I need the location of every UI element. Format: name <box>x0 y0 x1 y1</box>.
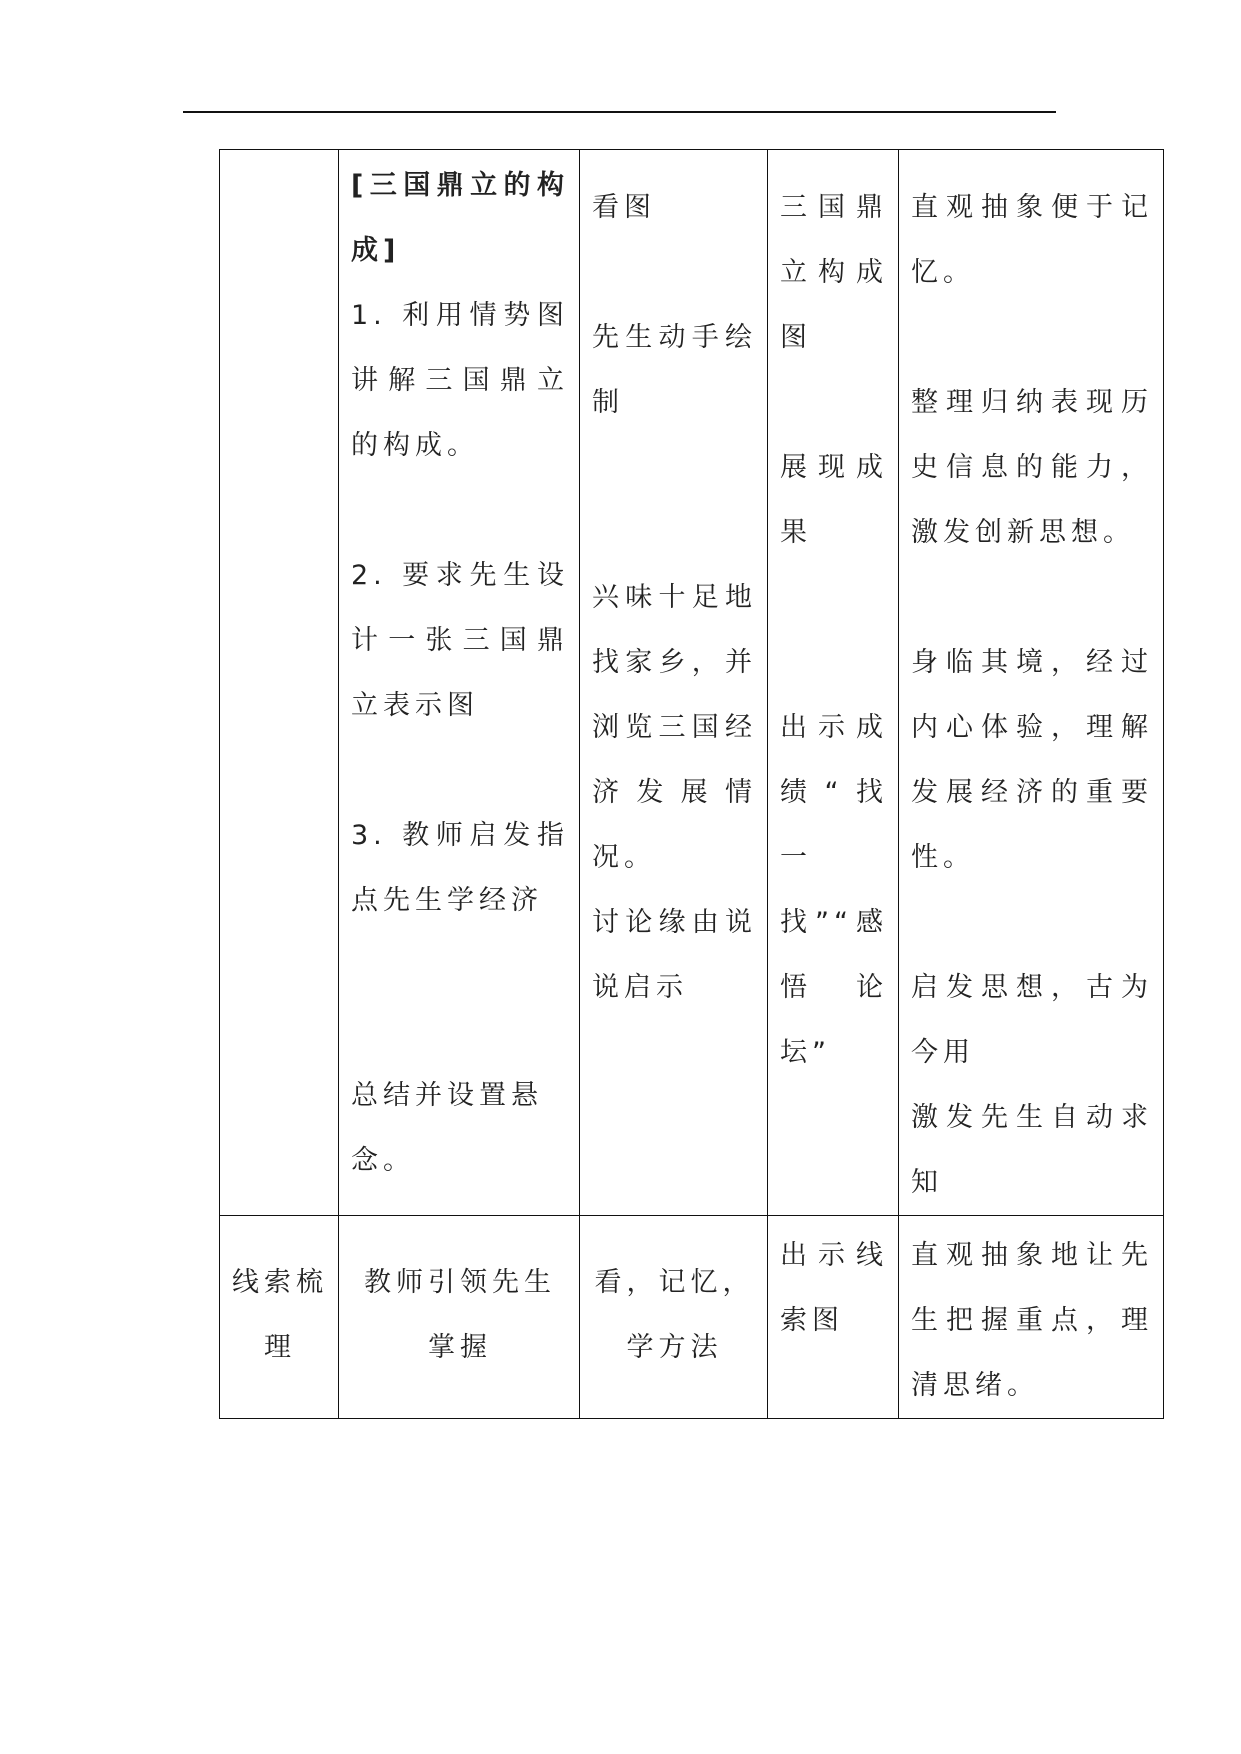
student-activity-text: 兴味十足地找家乡，并浏览三国经济发展情况。 <box>592 582 757 873</box>
stage-cell: 线索梳理 <box>220 1216 339 1419</box>
design-intent-text: 整理归纳表现历史信息的能力，激发创新思想。 <box>911 387 1153 548</box>
design-intent-text: 激发先生自动求知 <box>911 1102 1153 1198</box>
activity-item: 1. 利用情势图讲解三国鼎立的构成。 <box>351 300 569 461</box>
media-text: 展现成果 <box>780 452 888 548</box>
student-activity-text: 先生动手绘制 <box>592 322 757 418</box>
table-row <box>220 1216 1164 1419</box>
student-activity-text: 看图 <box>592 192 656 223</box>
media-text: 出示成绩“找一找”“感悟论坛” <box>780 712 888 1068</box>
lesson-plan-table <box>219 149 1164 1419</box>
table-row <box>220 150 1164 1216</box>
media-cell <box>768 150 899 1216</box>
summary-text: 总结并设置悬念。 <box>351 1080 543 1176</box>
stage-cell <box>220 150 339 1216</box>
media-cell: 出示线索图 <box>768 1216 899 1419</box>
student-activity-text: 讨论缘由说说启示 <box>592 907 757 1003</box>
activity-item: 2. 要求先生设计一张三国鼎立表示图 <box>351 560 569 721</box>
teacher-activity-cell <box>339 150 580 1216</box>
teacher-activity-cell: 教师引领先生掌握 <box>339 1216 580 1419</box>
design-intent-text: 启发思想，古为今用 <box>911 972 1153 1068</box>
student-activity-cell: 看，记忆，学方法 <box>580 1216 768 1419</box>
design-intent-cell: 直观抽象地让先生把握重点，理清思绪。 <box>899 1216 1164 1419</box>
design-intent-text: 直观抽象便于记忆。 <box>911 192 1153 288</box>
media-text: 三国鼎立构成图 <box>780 192 888 353</box>
student-activity-cell <box>580 150 768 1216</box>
section-title: [三国鼎立的构成] <box>351 170 569 266</box>
activity-item: 3. 教师启发指点先生学经济 <box>351 820 569 916</box>
design-intent-text: 身临其境，经过内心体验，理解发展经济的重要性。 <box>911 647 1153 873</box>
header-rule <box>183 111 1056 113</box>
design-intent-cell <box>899 150 1164 1216</box>
